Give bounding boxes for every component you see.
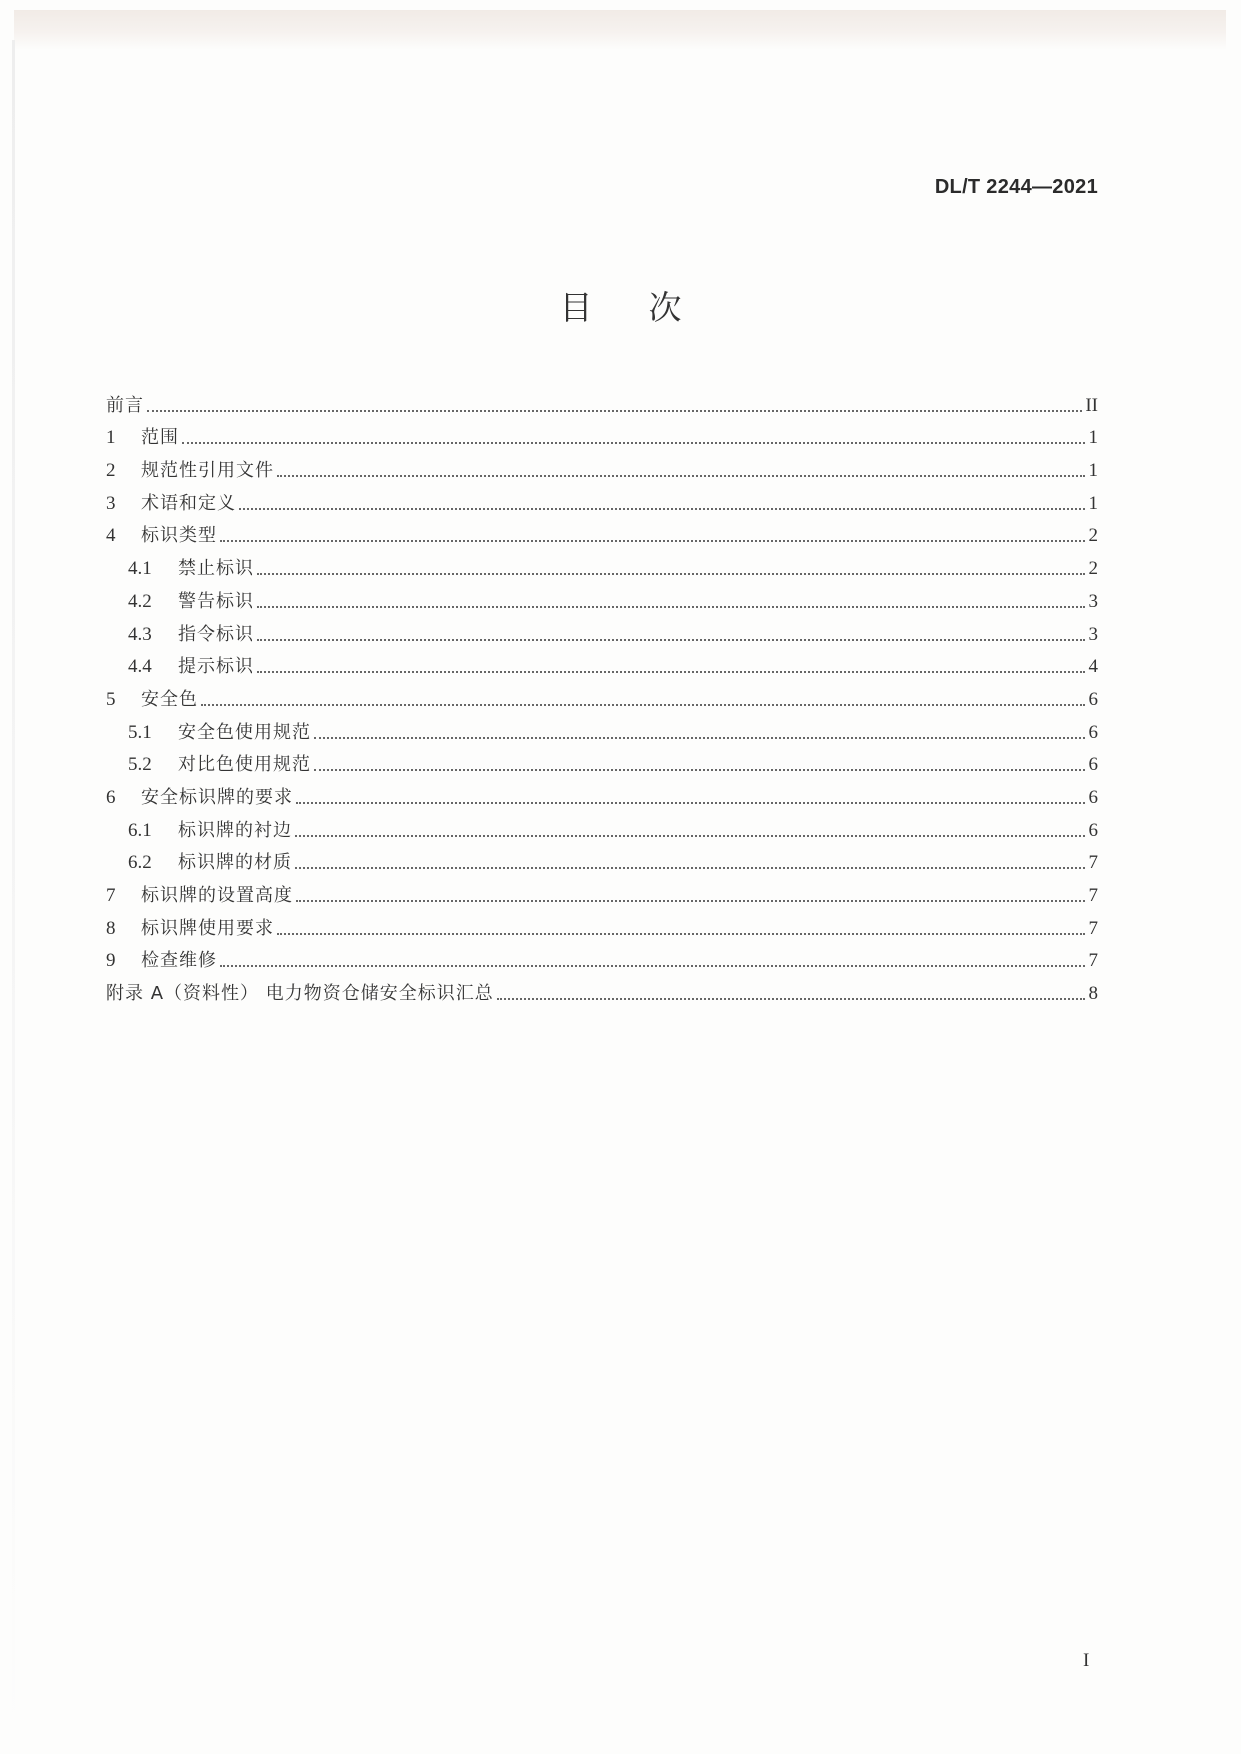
toc-dot-leader [257, 606, 1085, 608]
toc-dot-leader [497, 998, 1085, 1000]
scan-edge-shadow [14, 10, 1226, 50]
toc-entry-page: 2 [1088, 558, 1098, 580]
toc-entry[interactable] [106, 809, 1098, 842]
toc-entry-label: 范围 [141, 427, 179, 449]
toc-entry[interactable] [106, 874, 1098, 907]
toc-entry[interactable] [106, 449, 1098, 482]
toc-dot-leader [257, 573, 1085, 575]
toc-entry[interactable] [106, 384, 1098, 417]
toc-entry-page: 1 [1088, 492, 1098, 514]
toc-entry-page: 8 [1088, 983, 1098, 1005]
toc-entry-page: II [1085, 394, 1098, 416]
toc-entry-label: 安全标识牌的要求 [141, 786, 293, 808]
toc-entry-number: 6.2 [128, 852, 152, 874]
toc-entry-number: 9 [106, 950, 116, 972]
toc-entry-number: 5.1 [128, 721, 152, 743]
toc-dot-leader [314, 769, 1085, 771]
toc-dot-leader [296, 802, 1085, 804]
toc-dot-leader [277, 933, 1085, 935]
toc-entry[interactable] [106, 482, 1098, 515]
toc-entry-page: 3 [1088, 623, 1098, 645]
toc-dot-leader [147, 410, 1082, 412]
toc-dot-leader [201, 704, 1085, 706]
toc-entry-number: 6 [106, 786, 116, 808]
toc-entry-number: 4.2 [128, 590, 152, 612]
toc-dot-leader [295, 835, 1085, 837]
toc-entry-label: 警告标识 [178, 590, 254, 612]
toc-entry-page: 6 [1088, 721, 1098, 743]
toc-entry-number: 4.3 [128, 623, 152, 645]
toc-entry-page: 4 [1088, 656, 1098, 678]
toc-entry-number: 8 [106, 917, 116, 939]
page-number: I [1083, 1650, 1090, 1671]
toc-entry-label: 检查维修 [141, 950, 217, 972]
toc-dot-leader [314, 737, 1085, 739]
toc-entry-label: 提示标识 [178, 656, 254, 678]
toc-entry-page: 6 [1088, 688, 1098, 710]
toc-entry-number: 3 [106, 492, 116, 514]
toc-entry-number: 2 [106, 460, 116, 482]
toc-entry[interactable] [106, 613, 1098, 646]
toc-dot-leader [295, 867, 1085, 869]
toc-entry[interactable] [106, 678, 1098, 711]
table-of-contents [106, 384, 1098, 1005]
toc-entry[interactable] [106, 711, 1098, 744]
toc-entry-label: 标识牌的材质 [178, 852, 292, 874]
toc-entry-page: 6 [1088, 819, 1098, 841]
toc-entry[interactable] [106, 547, 1098, 580]
document-code: DL/T 2244—2021 [934, 176, 1098, 198]
toc-dot-leader [182, 442, 1085, 444]
toc-entry-label: 对比色使用规范 [178, 754, 311, 776]
toc-dot-leader [257, 671, 1085, 673]
page-title [0, 282, 1241, 329]
toc-entry-page: 1 [1088, 460, 1098, 482]
title-char-1: 目 [559, 288, 593, 327]
toc-entry-number: 6.1 [128, 819, 152, 841]
toc-entry-label: 术语和定义 [141, 492, 236, 514]
toc-entry[interactable] [106, 776, 1098, 809]
toc-dot-leader [296, 900, 1085, 902]
toc-entry-page: 6 [1088, 786, 1098, 808]
toc-entry-label: 标识类型 [141, 525, 217, 547]
toc-entry-page: 1 [1088, 427, 1098, 449]
toc-entry-number: 5 [106, 688, 116, 710]
toc-entry[interactable] [106, 417, 1098, 450]
toc-entry[interactable] [106, 744, 1098, 777]
toc-entry[interactable] [106, 842, 1098, 875]
toc-dot-leader [220, 540, 1085, 542]
toc-entry-page: 7 [1088, 950, 1098, 972]
toc-entry-label: 标识牌的设置高度 [141, 885, 293, 906]
toc-entry[interactable] [106, 907, 1098, 940]
title-char-2: 次 [648, 288, 682, 327]
toc-entry[interactable] [106, 646, 1098, 679]
toc-entry-number: 4 [106, 525, 116, 547]
toc-entry-label: 安全色 [141, 688, 198, 710]
toc-dot-leader [220, 965, 1085, 967]
toc-entry-page: 7 [1088, 885, 1098, 906]
toc-entry-label: 规范性引用文件 [141, 460, 274, 482]
toc-entry[interactable] [106, 972, 1098, 1005]
toc-entry-number: 4.4 [128, 656, 152, 678]
toc-entry-page: 6 [1088, 754, 1098, 776]
toc-entry-label: 安全色使用规范 [178, 721, 311, 743]
toc-entry-label: 标识牌使用要求 [141, 917, 274, 939]
toc-entry-label: 指令标识 [178, 623, 254, 645]
toc-entry-number: 5.2 [128, 754, 152, 776]
toc-entry-page: 2 [1088, 525, 1098, 547]
toc-entry-label: 附录 A（资料性） 电力物资仓储安全标识汇总 [106, 983, 494, 1005]
toc-entry-number: 7 [106, 885, 116, 906]
toc-entry-page: 7 [1088, 917, 1098, 939]
toc-dot-leader [277, 475, 1085, 477]
toc-entry[interactable] [106, 515, 1098, 548]
toc-entry-label: 禁止标识 [178, 558, 254, 580]
toc-entry[interactable] [106, 580, 1098, 613]
toc-entry[interactable] [106, 940, 1098, 973]
toc-entry-number: 4.1 [128, 558, 152, 580]
toc-entry-label: 标识牌的衬边 [178, 819, 292, 841]
toc-entry-page: 3 [1088, 590, 1098, 612]
toc-entry-number: 1 [106, 427, 116, 449]
toc-entry-label: 前言 [106, 394, 144, 416]
toc-dot-leader [239, 508, 1085, 510]
toc-entry-page: 7 [1088, 852, 1098, 874]
toc-dot-leader [257, 639, 1085, 641]
